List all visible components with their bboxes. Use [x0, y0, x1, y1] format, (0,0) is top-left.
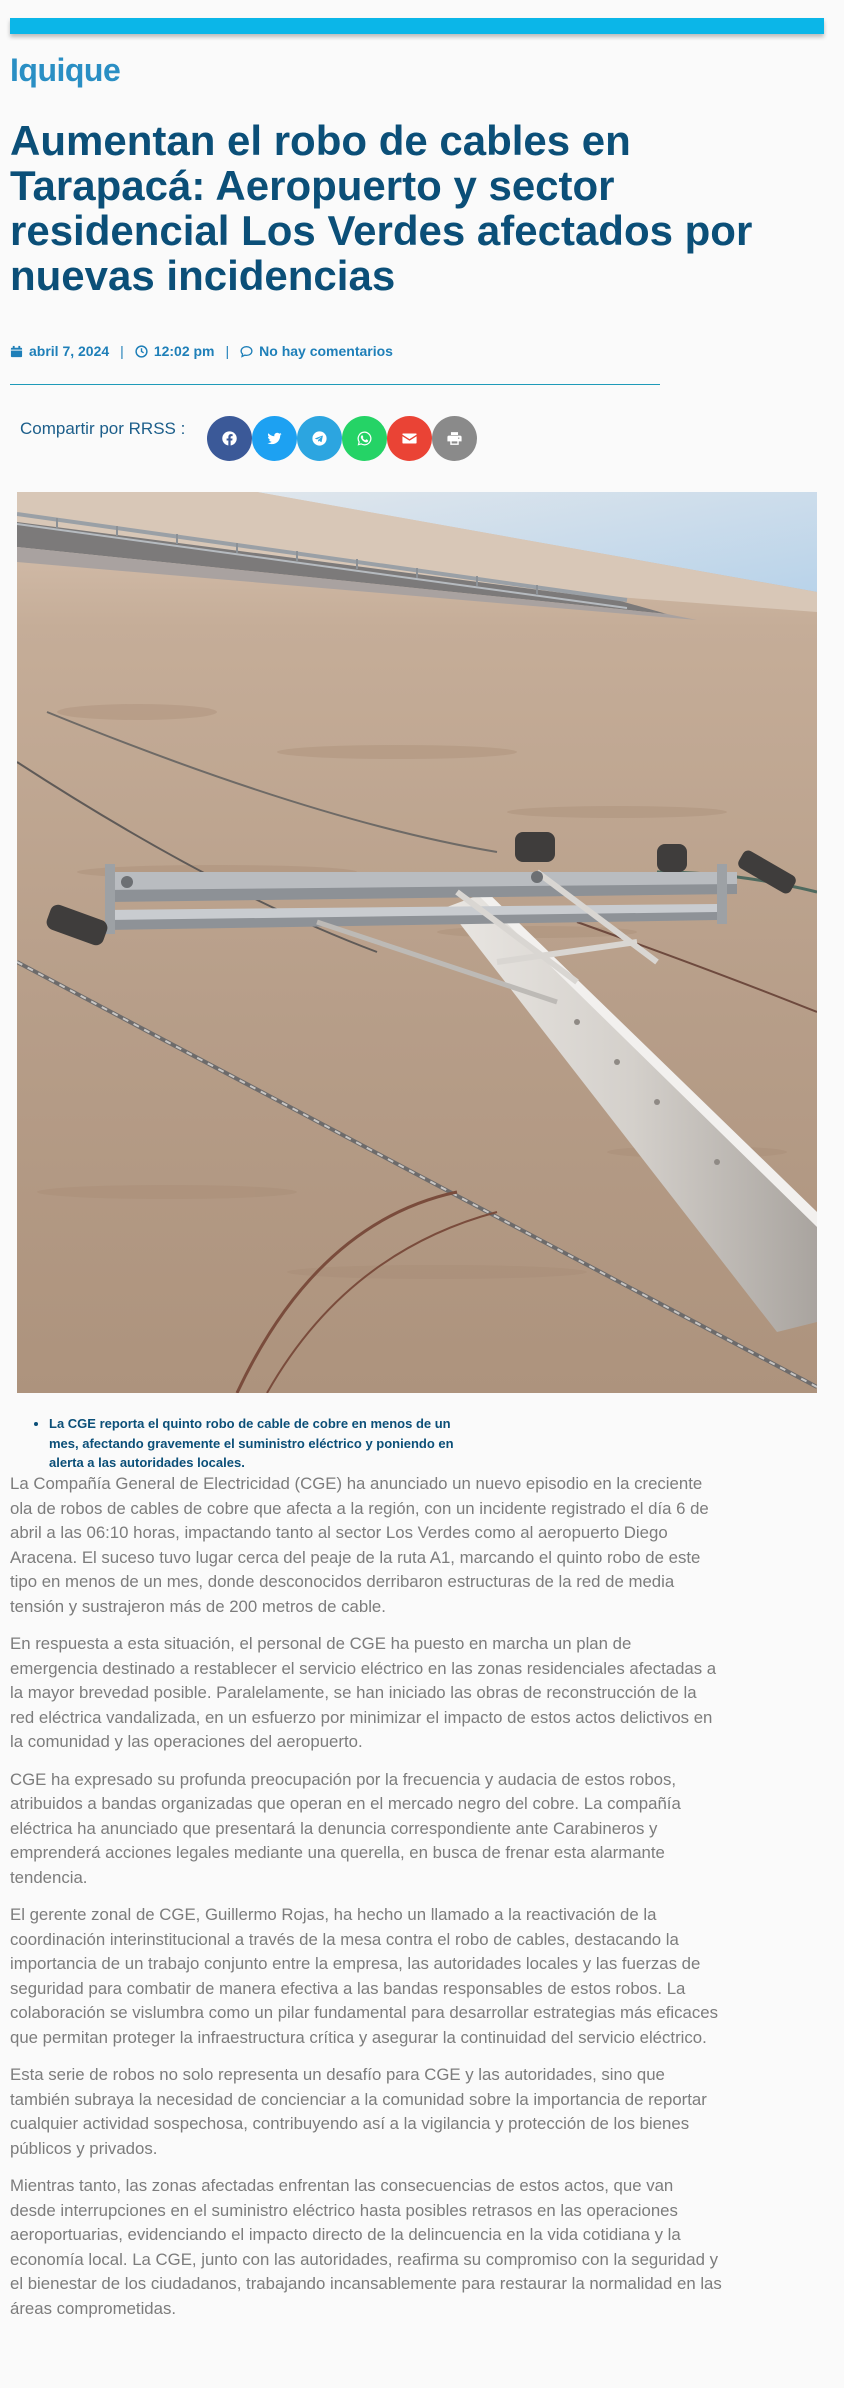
facebook-icon: [221, 430, 238, 447]
calendar-icon: [10, 345, 23, 358]
article-paragraph: Esta serie de robos no solo representa un desafío para CGE y las autoridades, sino que también subraya la necesidad de concienciar a la comunidad sobre la importancia de reportar cualquier actividad sospechosa, contribuyendo así a la vigilancia y protección de los bienes públicos y privados.: [10, 2065, 707, 2158]
share-label: Compartir por RRSS :: [20, 419, 186, 438]
article-headline: Aumentan el robo de cables en Tarapacá: Aeropuerto y sector residencial Los Verdes afectados por nuevas incidencias: [10, 117, 753, 299]
whatsapp-icon: [356, 430, 373, 447]
share-twitter-button[interactable]: [252, 416, 297, 461]
meta-separator: |: [120, 343, 124, 359]
photo-caption-text: • La CGE reporta el quinto robo de cable de cobre en menos de un mes, afectando gravemente el suministro eléctrico y poniendo en alerta a las autoridades locales.: [49, 1414, 475, 1473]
comment-icon: [240, 345, 253, 358]
meta-time-text: 12:02 pm: [153, 343, 215, 359]
article-paragraph: CGE ha expresado su profunda preocupación por la frecuencia y audacia de estos robos, atribuidos a bandas organizadas que operan en el mercado negro del cobre. La compañía eléctrica ha anunciado que presentará la denuncia correspondiente ante Carabineros y emprenderá acciones legales mediante una querella, en busca de frenar esta alarmante tendencia.: [10, 1769, 681, 1887]
article-body: [10, 1472, 722, 2334]
meta-comments-text: No hay comentarios: [259, 343, 393, 359]
print-icon: [446, 430, 463, 447]
share-print-button[interactable]: [432, 416, 477, 461]
article-photo-fallen-power-pole: [17, 492, 817, 1393]
twitter-icon: [266, 430, 283, 447]
share-buttons: [207, 416, 477, 461]
article-paragraph: En respuesta a esta situación, el personal de CGE ha puesto en marcha un plan de emergencia destinado a restablecer el servicio eléctrico en las zonas residenciales afectadas a la mayor brevedad posible. Paralelamente, se han iniciado las obras de reconstrucción de la red eléctrica vandalizada, en un esfuerzo por minimizar el impacto de estos actos delictivos en la comunidad y las operaciones del aeropuerto.: [10, 1634, 717, 1751]
top-accent-bar: [10, 18, 824, 34]
share-facebook-button[interactable]: [207, 416, 252, 461]
header-divider: [10, 384, 660, 385]
article-paragraph: La Compañía General de Electricidad (CGE) ha anunciado un nuevo episodio en la creciente ola de robos de cables de cobre que afecta a la región, con un incidente registrado el día 6 de abril a las 06:10 horas, impactando tanto al sector Los Verdes como al aeropuerto Diego Aracena. El suceso tuvo lugar cerca del peaje de la ruta A1, marcando el quinto robo de este tipo en menos de un mes, donde desconocidos derribaron estructuras de la red de media tensión y sustrajeron más de 200 metros de cable.: [10, 1474, 709, 1616]
meta-separator: |: [225, 343, 230, 359]
share-whatsapp-button[interactable]: [342, 416, 387, 461]
share-email-button[interactable]: [387, 416, 432, 461]
share-telegram-button[interactable]: [297, 416, 342, 461]
article-paragraph: El gerente zonal de CGE, Guillermo Rojas, ha hecho un llamado a la reactivación de la coordinación interinstitucional a través de la mesa contra el robo de cables, destacando la importancia de un trabajo conjunto entre la empresa, las autoridades locales y las fuerzas de seguridad para combatir de manera efectiva a las bandas responsables de estos robos. La colaboración se vislumbra como un pilar fundamental para desarrollar estrategias más eficaces que permitan proteger la infraestructura crítica y asegurar la continuidad del servicio eléctrico.: [10, 1905, 718, 2047]
envelope-icon: [401, 430, 418, 447]
meta-date[interactable]: [10, 343, 109, 359]
category-link[interactable]: Iquique: [10, 52, 121, 88]
meta-time: [135, 343, 215, 359]
article-meta: [10, 343, 393, 359]
clock-icon: [135, 345, 148, 358]
telegram-icon: [311, 430, 328, 447]
article-paragraph: Mientras tanto, las zonas afectadas enfrentan las consecuencias de estos actos, que van desde interrupciones en el suministro eléctrico hasta posibles retrasos en las operaciones aeroportuarias, evidenciando el impacto directo de la delincuencia en la vida cotidiana y la economía local. La CGE, junto con las autoridades, reafirma su compromiso con la seguridad y el bienestar de los ciudadanos, trabajando incansablemente para restaurar la normalidad en las áreas comprometidas.: [10, 2176, 722, 2318]
meta-comments[interactable]: [240, 343, 393, 359]
photo-caption: [35, 1414, 475, 1473]
meta-date-text: abril 7, 2024: [29, 343, 110, 359]
